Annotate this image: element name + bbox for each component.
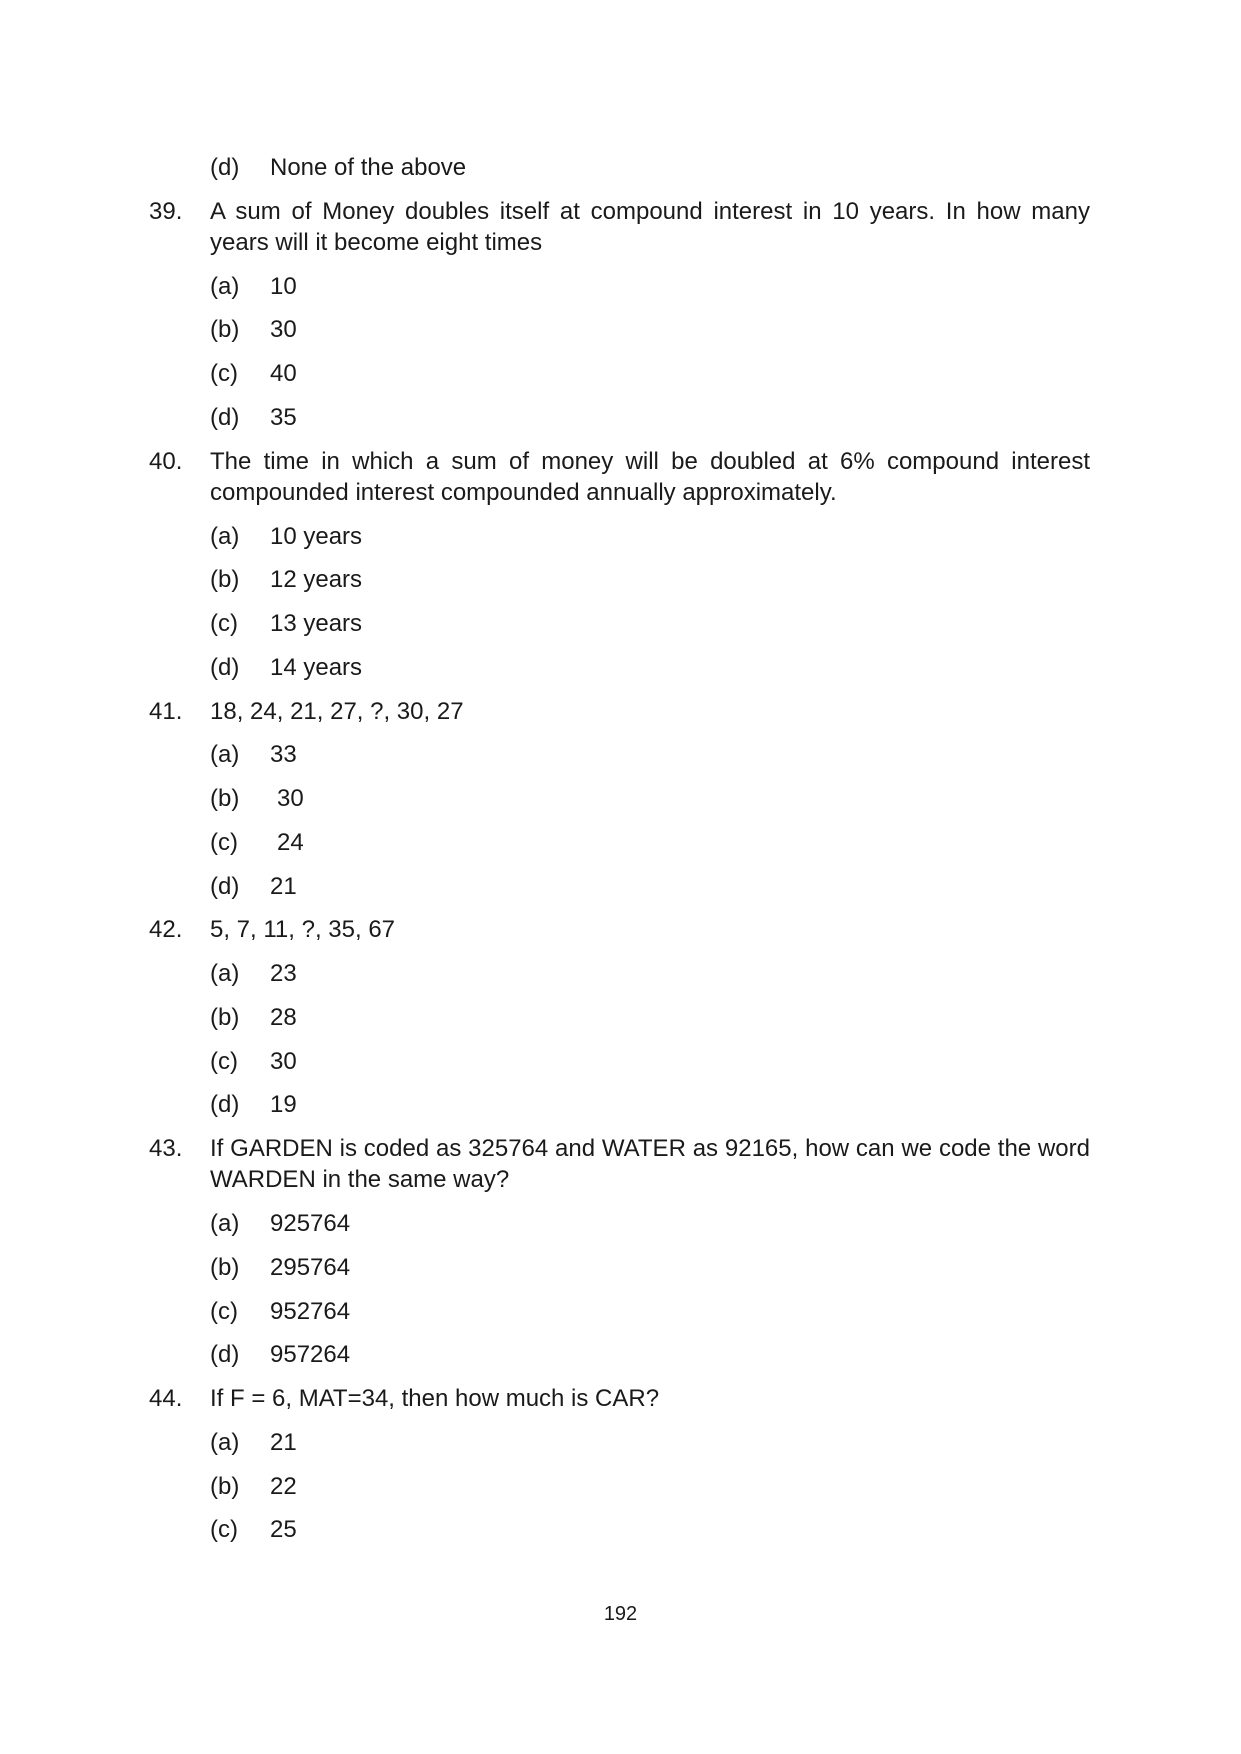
question-text: The time in which a sum of money will be doubled at 6% compound interest compounded interest compounded annually approximately. [210,448,1090,506]
option-label: (a) [210,523,240,550]
option-label: (c) [210,1298,238,1325]
question-text: If GARDEN is coded as 325764 and WATER as 92165, how can we code the word WARDEN in the same way? [210,1135,1090,1193]
option-text: 19 [270,1091,297,1118]
question-number: 39. [149,198,183,225]
option-label: (c) [210,829,238,856]
option-text: 14 years [270,654,363,681]
option-text: None of the above [270,154,467,181]
option-text: 30 [270,316,297,343]
option-text: 13 years [270,610,363,637]
option-text: 10 years [270,523,363,550]
option-label: (b) [210,1473,240,1500]
question-number: 43. [149,1135,183,1162]
option-text: 25 [270,1516,297,1543]
option-label: (c) [210,360,238,387]
option-label: (d) [210,404,240,431]
option-text: 23 [270,960,297,987]
option-text: 925764 [270,1210,351,1237]
option-text: 30 [270,1048,297,1075]
option-text: 30 [277,785,304,812]
option-label: (d) [210,1341,240,1368]
option-label: (d) [210,873,240,900]
option-label: (b) [210,1254,240,1281]
option-text: 952764 [270,1298,351,1325]
question-text: A sum of Money doubles itself at compound interest in 10 years. In how many years will it become eight times [210,198,1090,256]
option-text: 33 [270,741,297,768]
question-number: 41. [149,698,183,725]
option-label: (a) [210,1210,240,1237]
option-label: (b) [210,785,240,812]
option-label: (c) [210,610,238,637]
option-text: 21 [270,1429,297,1456]
question-text: 18, 24, 21, 27, ?, 30, 27 [210,698,464,725]
option-text: 21 [270,873,297,900]
option-label: (d) [210,654,240,681]
option-text: 35 [270,404,297,431]
question-text: 5, 7, 11, ?, 35, 67 [210,916,396,943]
option-text: 40 [270,360,297,387]
option-text: 10 [270,273,297,300]
option-label: (a) [210,741,240,768]
page-number: 192 [603,1603,638,1625]
option-label: (b) [210,1004,240,1031]
option-label: (c) [210,1516,238,1543]
option-text: 295764 [270,1254,351,1281]
option-label: (d) [210,154,240,181]
option-label: (a) [210,1429,240,1456]
question-number: 40. [149,448,183,475]
option-text: 957264 [270,1341,351,1368]
option-text: 24 [277,829,304,856]
option-text: 12 years [270,566,363,593]
option-label: (b) [210,316,240,343]
question-text: If F = 6, MAT=34, then how much is CAR? [210,1385,660,1412]
option-label: (a) [210,273,240,300]
question-number: 44. [149,1385,183,1412]
option-text: 28 [270,1004,297,1031]
option-label: (c) [210,1048,238,1075]
option-text: 22 [270,1473,297,1500]
option-label: (d) [210,1091,240,1118]
option-label: (a) [210,960,240,987]
option-label: (b) [210,566,240,593]
question-number: 42. [149,916,183,943]
